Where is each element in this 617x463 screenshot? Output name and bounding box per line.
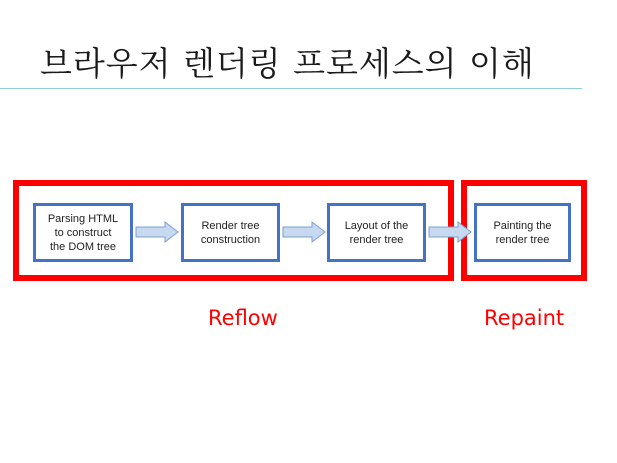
repaint-label: Repaint	[484, 306, 565, 330]
arrow-right-icon	[428, 221, 472, 243]
step-parse-html: Parsing HTML to construct the DOM tree	[33, 203, 133, 262]
slide-title: 브라우저 렌더링 프로세스의 이해	[40, 44, 535, 83]
step-render-tree-construction: Render tree construction	[181, 203, 280, 262]
step-painting: Painting the render tree	[474, 203, 571, 262]
title-divider	[0, 88, 582, 89]
reflow-label: Reflow	[208, 306, 278, 330]
arrow-right-icon	[282, 221, 326, 243]
arrow-right-icon	[135, 221, 179, 243]
step-layout: Layout of the render tree	[327, 203, 426, 262]
